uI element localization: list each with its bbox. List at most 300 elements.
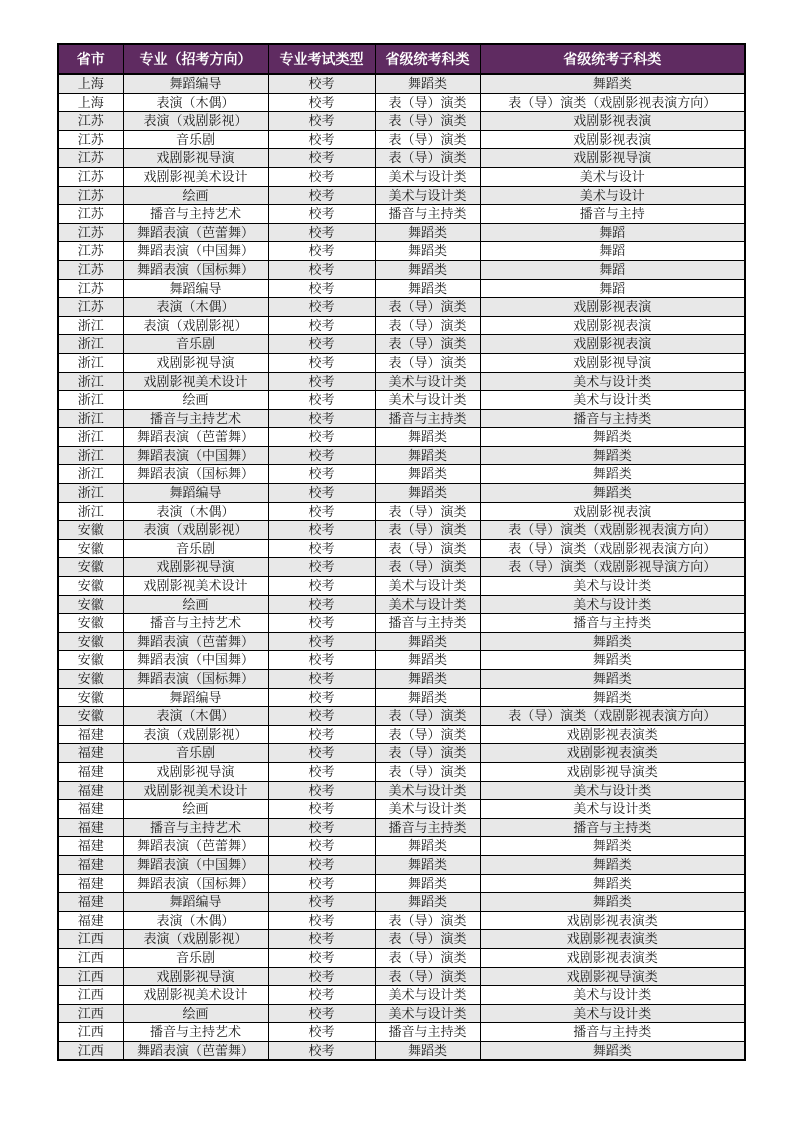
table-row [58, 167, 745, 186]
cell-provincial-subcategory: 戏剧影视表演 [480, 298, 745, 317]
cell-major: 舞蹈表演（芭蕾舞） [123, 632, 268, 651]
cell-provincial-category: 表（导）演类 [375, 725, 480, 744]
cell-major: 戏剧影视美术设计 [123, 372, 268, 391]
cell-provincial-subcategory: 戏剧影视表演 [480, 112, 745, 131]
table-row [58, 837, 745, 856]
header-row [58, 44, 745, 74]
cell-major: 舞蹈编导 [123, 484, 268, 503]
cell-major: 舞蹈编导 [123, 893, 268, 912]
cell-exam-type: 校考 [268, 577, 375, 596]
cell-exam-type: 校考 [268, 465, 375, 484]
cell-major: 表演（木偶） [123, 502, 268, 521]
cell-major: 戏剧影视导演 [123, 149, 268, 168]
table-row [58, 595, 745, 614]
cell-province: 福建 [58, 800, 123, 819]
cell-exam-type: 校考 [268, 725, 375, 744]
cell-provincial-category: 舞蹈类 [375, 260, 480, 279]
table-row [58, 614, 745, 633]
cell-exam-type: 校考 [268, 651, 375, 670]
cell-major: 表演（戏剧影视） [123, 316, 268, 335]
cell-province: 浙江 [58, 465, 123, 484]
cell-province: 安徽 [58, 688, 123, 707]
cell-province: 安徽 [58, 651, 123, 670]
cell-major: 表演（木偶） [123, 911, 268, 930]
cell-major: 戏剧影视导演 [123, 353, 268, 372]
cell-exam-type: 校考 [268, 1041, 375, 1060]
cell-province: 浙江 [58, 353, 123, 372]
cell-provincial-subcategory: 舞蹈类 [480, 855, 745, 874]
cell-provincial-subcategory: 舞蹈类 [480, 837, 745, 856]
cell-province: 福建 [58, 781, 123, 800]
cell-exam-type: 校考 [268, 298, 375, 317]
table-row [58, 279, 745, 298]
cell-major: 音乐剧 [123, 948, 268, 967]
cell-provincial-subcategory: 戏剧影视表演 [480, 316, 745, 335]
cell-province: 浙江 [58, 484, 123, 503]
cell-provincial-subcategory: 戏剧影视表演类 [480, 744, 745, 763]
cell-provincial-subcategory: 戏剧影视导演类 [480, 967, 745, 986]
table-row [58, 391, 745, 410]
cell-provincial-category: 舞蹈类 [375, 428, 480, 447]
cell-provincial-category: 表（导）演类 [375, 316, 480, 335]
cell-province: 江苏 [58, 130, 123, 149]
table-row [58, 818, 745, 837]
cell-provincial-category: 播音与主持类 [375, 614, 480, 633]
table-row [58, 149, 745, 168]
cell-exam-type: 校考 [268, 614, 375, 633]
table-row [58, 372, 745, 391]
cell-provincial-subcategory: 表（导）演类（戏剧影视表演方向） [480, 539, 745, 558]
cell-major: 绘画 [123, 1004, 268, 1023]
table-row [58, 1004, 745, 1023]
cell-province: 江西 [58, 967, 123, 986]
cell-major: 音乐剧 [123, 744, 268, 763]
cell-exam-type: 校考 [268, 818, 375, 837]
cell-exam-type: 校考 [268, 967, 375, 986]
cell-provincial-category: 表（导）演类 [375, 149, 480, 168]
cell-provincial-category: 舞蹈类 [375, 855, 480, 874]
cell-province: 江苏 [58, 279, 123, 298]
cell-major: 戏剧影视美术设计 [123, 167, 268, 186]
cell-province: 安徽 [58, 577, 123, 596]
cell-exam-type: 校考 [268, 781, 375, 800]
cell-provincial-category: 表（导）演类 [375, 558, 480, 577]
cell-provincial-category: 播音与主持类 [375, 409, 480, 428]
cell-major: 表演（戏剧影视） [123, 725, 268, 744]
table-row [58, 670, 745, 689]
cell-provincial-subcategory: 舞蹈类 [480, 465, 745, 484]
cell-provincial-category: 舞蹈类 [375, 74, 480, 93]
cell-exam-type: 校考 [268, 688, 375, 707]
cell-province: 江西 [58, 948, 123, 967]
table-row [58, 1023, 745, 1042]
header-cell-major: 专业（招考方向） [123, 44, 268, 74]
cell-provincial-category: 舞蹈类 [375, 688, 480, 707]
cell-province: 安徽 [58, 614, 123, 633]
table-row [58, 967, 745, 986]
cell-major: 表演（木偶） [123, 707, 268, 726]
cell-major: 舞蹈编导 [123, 74, 268, 93]
table-row [58, 316, 745, 335]
cell-provincial-category: 舞蹈类 [375, 651, 480, 670]
cell-provincial-category: 美术与设计类 [375, 1004, 480, 1023]
table-row [58, 893, 745, 912]
cell-provincial-subcategory: 舞蹈类 [480, 446, 745, 465]
table-row [58, 223, 745, 242]
table-row [58, 762, 745, 781]
cell-major: 播音与主持艺术 [123, 818, 268, 837]
cell-provincial-subcategory: 表（导）演类（戏剧影视导演方向） [480, 558, 745, 577]
table-row [58, 186, 745, 205]
cell-major: 舞蹈表演（国标舞） [123, 670, 268, 689]
table-row [58, 725, 745, 744]
cell-provincial-subcategory: 舞蹈 [480, 260, 745, 279]
cell-provincial-category: 舞蹈类 [375, 446, 480, 465]
header-cell-provincial-subcategory: 省级统考子科类 [480, 44, 745, 74]
cell-provincial-subcategory: 播音与主持类 [480, 818, 745, 837]
province-exam-category-table [57, 43, 746, 1061]
cell-major: 戏剧影视美术设计 [123, 577, 268, 596]
cell-provincial-subcategory: 美术与设计类 [480, 986, 745, 1005]
cell-provincial-category: 表（导）演类 [375, 298, 480, 317]
table-row [58, 855, 745, 874]
cell-exam-type: 校考 [268, 744, 375, 763]
cell-major: 舞蹈编导 [123, 279, 268, 298]
cell-major: 舞蹈表演（中国舞） [123, 446, 268, 465]
cell-exam-type: 校考 [268, 446, 375, 465]
cell-exam-type: 校考 [268, 986, 375, 1005]
table-row [58, 948, 745, 967]
cell-province: 福建 [58, 725, 123, 744]
table-row [58, 205, 745, 224]
table-row [58, 930, 745, 949]
cell-province: 江苏 [58, 186, 123, 205]
cell-provincial-category: 表（导）演类 [375, 521, 480, 540]
cell-exam-type: 校考 [268, 223, 375, 242]
cell-major: 戏剧影视导演 [123, 762, 268, 781]
cell-province: 江苏 [58, 242, 123, 261]
table-row [58, 707, 745, 726]
cell-provincial-category: 美术与设计类 [375, 577, 480, 596]
cell-provincial-category: 表（导）演类 [375, 539, 480, 558]
cell-exam-type: 校考 [268, 911, 375, 930]
cell-province: 福建 [58, 911, 123, 930]
cell-provincial-subcategory: 戏剧影视表演类 [480, 948, 745, 967]
cell-provincial-subcategory: 戏剧影视表演类 [480, 930, 745, 949]
cell-provincial-category: 舞蹈类 [375, 837, 480, 856]
cell-exam-type: 校考 [268, 800, 375, 819]
cell-province: 江苏 [58, 223, 123, 242]
cell-exam-type: 校考 [268, 149, 375, 168]
table-row [58, 446, 745, 465]
table-row [58, 874, 745, 893]
cell-provincial-category: 舞蹈类 [375, 893, 480, 912]
cell-provincial-category: 表（导）演类 [375, 502, 480, 521]
table-row [58, 744, 745, 763]
cell-exam-type: 校考 [268, 762, 375, 781]
table-row [58, 911, 745, 930]
cell-exam-type: 校考 [268, 409, 375, 428]
cell-provincial-subcategory: 戏剧影视导演 [480, 353, 745, 372]
cell-provincial-subcategory: 戏剧影视表演 [480, 335, 745, 354]
cell-provincial-subcategory: 美术与设计类 [480, 1004, 745, 1023]
cell-major: 播音与主持艺术 [123, 614, 268, 633]
cell-provincial-category: 舞蹈类 [375, 279, 480, 298]
cell-provincial-subcategory: 表（导）演类（戏剧影视表演方向） [480, 521, 745, 540]
cell-province: 福建 [58, 855, 123, 874]
cell-province: 福建 [58, 744, 123, 763]
cell-major: 音乐剧 [123, 539, 268, 558]
cell-major: 舞蹈表演（芭蕾舞） [123, 837, 268, 856]
cell-exam-type: 校考 [268, 539, 375, 558]
table-row [58, 298, 745, 317]
cell-exam-type: 校考 [268, 428, 375, 447]
cell-provincial-subcategory: 舞蹈类 [480, 893, 745, 912]
cell-provincial-category: 表（导）演类 [375, 762, 480, 781]
cell-major: 绘画 [123, 186, 268, 205]
table-row [58, 428, 745, 447]
cell-provincial-category: 美术与设计类 [375, 986, 480, 1005]
cell-exam-type: 校考 [268, 837, 375, 856]
cell-province: 江西 [58, 930, 123, 949]
cell-province: 江苏 [58, 149, 123, 168]
cell-major: 音乐剧 [123, 130, 268, 149]
cell-exam-type: 校考 [268, 372, 375, 391]
cell-province: 浙江 [58, 335, 123, 354]
cell-major: 舞蹈表演（中国舞） [123, 242, 268, 261]
cell-exam-type: 校考 [268, 279, 375, 298]
cell-province: 上海 [58, 93, 123, 112]
cell-major: 舞蹈表演（国标舞） [123, 465, 268, 484]
cell-provincial-subcategory: 舞蹈类 [480, 1041, 745, 1060]
cell-province: 福建 [58, 762, 123, 781]
cell-exam-type: 校考 [268, 502, 375, 521]
cell-provincial-category: 表（导）演类 [375, 112, 480, 131]
cell-major: 舞蹈表演（中国舞） [123, 651, 268, 670]
cell-provincial-category: 表（导）演类 [375, 967, 480, 986]
cell-provincial-category: 播音与主持类 [375, 1023, 480, 1042]
cell-province: 浙江 [58, 316, 123, 335]
cell-exam-type: 校考 [268, 558, 375, 577]
table-row [58, 781, 745, 800]
cell-province: 江苏 [58, 205, 123, 224]
cell-provincial-subcategory: 美术与设计类 [480, 595, 745, 614]
cell-provincial-category: 表（导）演类 [375, 744, 480, 763]
cell-provincial-category: 表（导）演类 [375, 130, 480, 149]
cell-provincial-category: 舞蹈类 [375, 484, 480, 503]
cell-provincial-subcategory: 舞蹈类 [480, 428, 745, 447]
cell-exam-type: 校考 [268, 186, 375, 205]
cell-provincial-subcategory: 美术与设计类 [480, 577, 745, 596]
cell-provincial-category: 舞蹈类 [375, 632, 480, 651]
cell-major: 舞蹈表演（芭蕾舞） [123, 428, 268, 447]
cell-exam-type: 校考 [268, 260, 375, 279]
cell-exam-type: 校考 [268, 670, 375, 689]
cell-provincial-category: 美术与设计类 [375, 372, 480, 391]
table-row [58, 502, 745, 521]
cell-major: 表演（戏剧影视） [123, 521, 268, 540]
cell-exam-type: 校考 [268, 167, 375, 186]
cell-exam-type: 校考 [268, 74, 375, 93]
cell-provincial-category: 舞蹈类 [375, 874, 480, 893]
cell-provincial-subcategory: 美术与设计类 [480, 372, 745, 391]
cell-major: 绘画 [123, 800, 268, 819]
cell-provincial-category: 表（导）演类 [375, 335, 480, 354]
cell-province: 浙江 [58, 372, 123, 391]
cell-provincial-category: 播音与主持类 [375, 205, 480, 224]
cell-provincial-category: 美术与设计类 [375, 391, 480, 410]
table-body [58, 74, 745, 1060]
cell-provincial-subcategory: 戏剧影视导演类 [480, 762, 745, 781]
cell-exam-type: 校考 [268, 1004, 375, 1023]
cell-provincial-subcategory: 舞蹈类 [480, 688, 745, 707]
cell-provincial-subcategory: 戏剧影视表演类 [480, 725, 745, 744]
cell-major: 表演（戏剧影视） [123, 112, 268, 131]
cell-major: 戏剧影视导演 [123, 967, 268, 986]
table-row [58, 521, 745, 540]
cell-province: 江西 [58, 1023, 123, 1042]
header-cell-exam-type: 专业考试类型 [268, 44, 375, 74]
cell-provincial-category: 表（导）演类 [375, 911, 480, 930]
cell-major: 表演（戏剧影视） [123, 930, 268, 949]
cell-province: 福建 [58, 837, 123, 856]
cell-province: 江西 [58, 1004, 123, 1023]
cell-provincial-subcategory: 舞蹈类 [480, 484, 745, 503]
cell-major: 播音与主持艺术 [123, 409, 268, 428]
cell-provincial-category: 美术与设计类 [375, 167, 480, 186]
cell-provincial-category: 表（导）演类 [375, 930, 480, 949]
header-cell-provincial-category: 省级统考科类 [375, 44, 480, 74]
cell-province: 福建 [58, 893, 123, 912]
cell-province: 安徽 [58, 595, 123, 614]
table-row [58, 558, 745, 577]
cell-provincial-category: 表（导）演类 [375, 93, 480, 112]
table-row [58, 260, 745, 279]
cell-exam-type: 校考 [268, 632, 375, 651]
cell-province: 福建 [58, 818, 123, 837]
cell-province: 上海 [58, 74, 123, 93]
cell-major: 舞蹈表演（国标舞） [123, 260, 268, 279]
cell-provincial-category: 舞蹈类 [375, 465, 480, 484]
cell-exam-type: 校考 [268, 242, 375, 261]
cell-provincial-category: 舞蹈类 [375, 1041, 480, 1060]
table-row [58, 112, 745, 131]
cell-province: 安徽 [58, 670, 123, 689]
cell-exam-type: 校考 [268, 484, 375, 503]
table-header [58, 44, 745, 74]
cell-exam-type: 校考 [268, 316, 375, 335]
table-row [58, 1041, 745, 1060]
cell-major: 舞蹈表演（中国舞） [123, 855, 268, 874]
cell-province: 浙江 [58, 446, 123, 465]
cell-provincial-subcategory: 表（导）演类（戏剧影视表演方向） [480, 707, 745, 726]
cell-province: 江西 [58, 986, 123, 1005]
cell-exam-type: 校考 [268, 855, 375, 874]
cell-province: 安徽 [58, 539, 123, 558]
cell-provincial-category: 表（导）演类 [375, 353, 480, 372]
cell-provincial-category: 舞蹈类 [375, 223, 480, 242]
cell-exam-type: 校考 [268, 391, 375, 410]
table-row [58, 74, 745, 93]
cell-provincial-category: 美术与设计类 [375, 781, 480, 800]
table-row [58, 130, 745, 149]
cell-provincial-subcategory: 戏剧影视表演 [480, 130, 745, 149]
cell-province: 江苏 [58, 167, 123, 186]
table-row [58, 353, 745, 372]
cell-provincial-subcategory: 戏剧影视表演 [480, 502, 745, 521]
cell-major: 舞蹈表演（芭蕾舞） [123, 1041, 268, 1060]
table-row [58, 335, 745, 354]
cell-exam-type: 校考 [268, 112, 375, 131]
cell-province: 浙江 [58, 409, 123, 428]
cell-exam-type: 校考 [268, 353, 375, 372]
cell-provincial-subcategory: 美术与设计 [480, 167, 745, 186]
table-row [58, 688, 745, 707]
table-row [58, 484, 745, 503]
cell-provincial-subcategory: 戏剧影视导演 [480, 149, 745, 168]
cell-provincial-subcategory: 美术与设计 [480, 186, 745, 205]
table-row [58, 577, 745, 596]
cell-provincial-subcategory: 舞蹈类 [480, 632, 745, 651]
cell-exam-type: 校考 [268, 1023, 375, 1042]
cell-major: 戏剧影视美术设计 [123, 781, 268, 800]
cell-province: 江西 [58, 1041, 123, 1060]
cell-exam-type: 校考 [268, 521, 375, 540]
cell-province: 安徽 [58, 521, 123, 540]
cell-provincial-category: 表（导）演类 [375, 948, 480, 967]
cell-major: 表演（木偶） [123, 93, 268, 112]
cell-provincial-subcategory: 舞蹈类 [480, 670, 745, 689]
cell-provincial-subcategory: 舞蹈 [480, 223, 745, 242]
cell-province: 江苏 [58, 298, 123, 317]
cell-exam-type: 校考 [268, 130, 375, 149]
cell-major: 舞蹈表演（国标舞） [123, 874, 268, 893]
cell-provincial-category: 舞蹈类 [375, 670, 480, 689]
cell-major: 戏剧影视导演 [123, 558, 268, 577]
cell-provincial-subcategory: 播音与主持类 [480, 409, 745, 428]
table-row [58, 632, 745, 651]
table-row [58, 242, 745, 261]
cell-provincial-category: 表（导）演类 [375, 707, 480, 726]
cell-provincial-subcategory: 表（导）演类（戏剧影视表演方向） [480, 93, 745, 112]
cell-major: 播音与主持艺术 [123, 205, 268, 224]
cell-provincial-subcategory: 美术与设计类 [480, 781, 745, 800]
cell-exam-type: 校考 [268, 93, 375, 112]
cell-provincial-subcategory: 舞蹈类 [480, 74, 745, 93]
cell-major: 绘画 [123, 391, 268, 410]
cell-exam-type: 校考 [268, 707, 375, 726]
cell-province: 安徽 [58, 558, 123, 577]
table-row [58, 539, 745, 558]
cell-provincial-subcategory: 舞蹈 [480, 279, 745, 298]
cell-provincial-subcategory: 舞蹈 [480, 242, 745, 261]
cell-provincial-subcategory: 播音与主持类 [480, 614, 745, 633]
cell-exam-type: 校考 [268, 948, 375, 967]
cell-province: 安徽 [58, 707, 123, 726]
cell-exam-type: 校考 [268, 335, 375, 354]
cell-provincial-subcategory: 戏剧影视表演类 [480, 911, 745, 930]
table-row [58, 800, 745, 819]
cell-exam-type: 校考 [268, 874, 375, 893]
cell-provincial-subcategory: 美术与设计类 [480, 800, 745, 819]
cell-major: 表演（木偶） [123, 298, 268, 317]
cell-provincial-subcategory: 播音与主持类 [480, 1023, 745, 1042]
table-row [58, 465, 745, 484]
cell-exam-type: 校考 [268, 893, 375, 912]
cell-province: 江苏 [58, 260, 123, 279]
cell-provincial-category: 舞蹈类 [375, 242, 480, 261]
cell-provincial-subcategory: 舞蹈类 [480, 874, 745, 893]
